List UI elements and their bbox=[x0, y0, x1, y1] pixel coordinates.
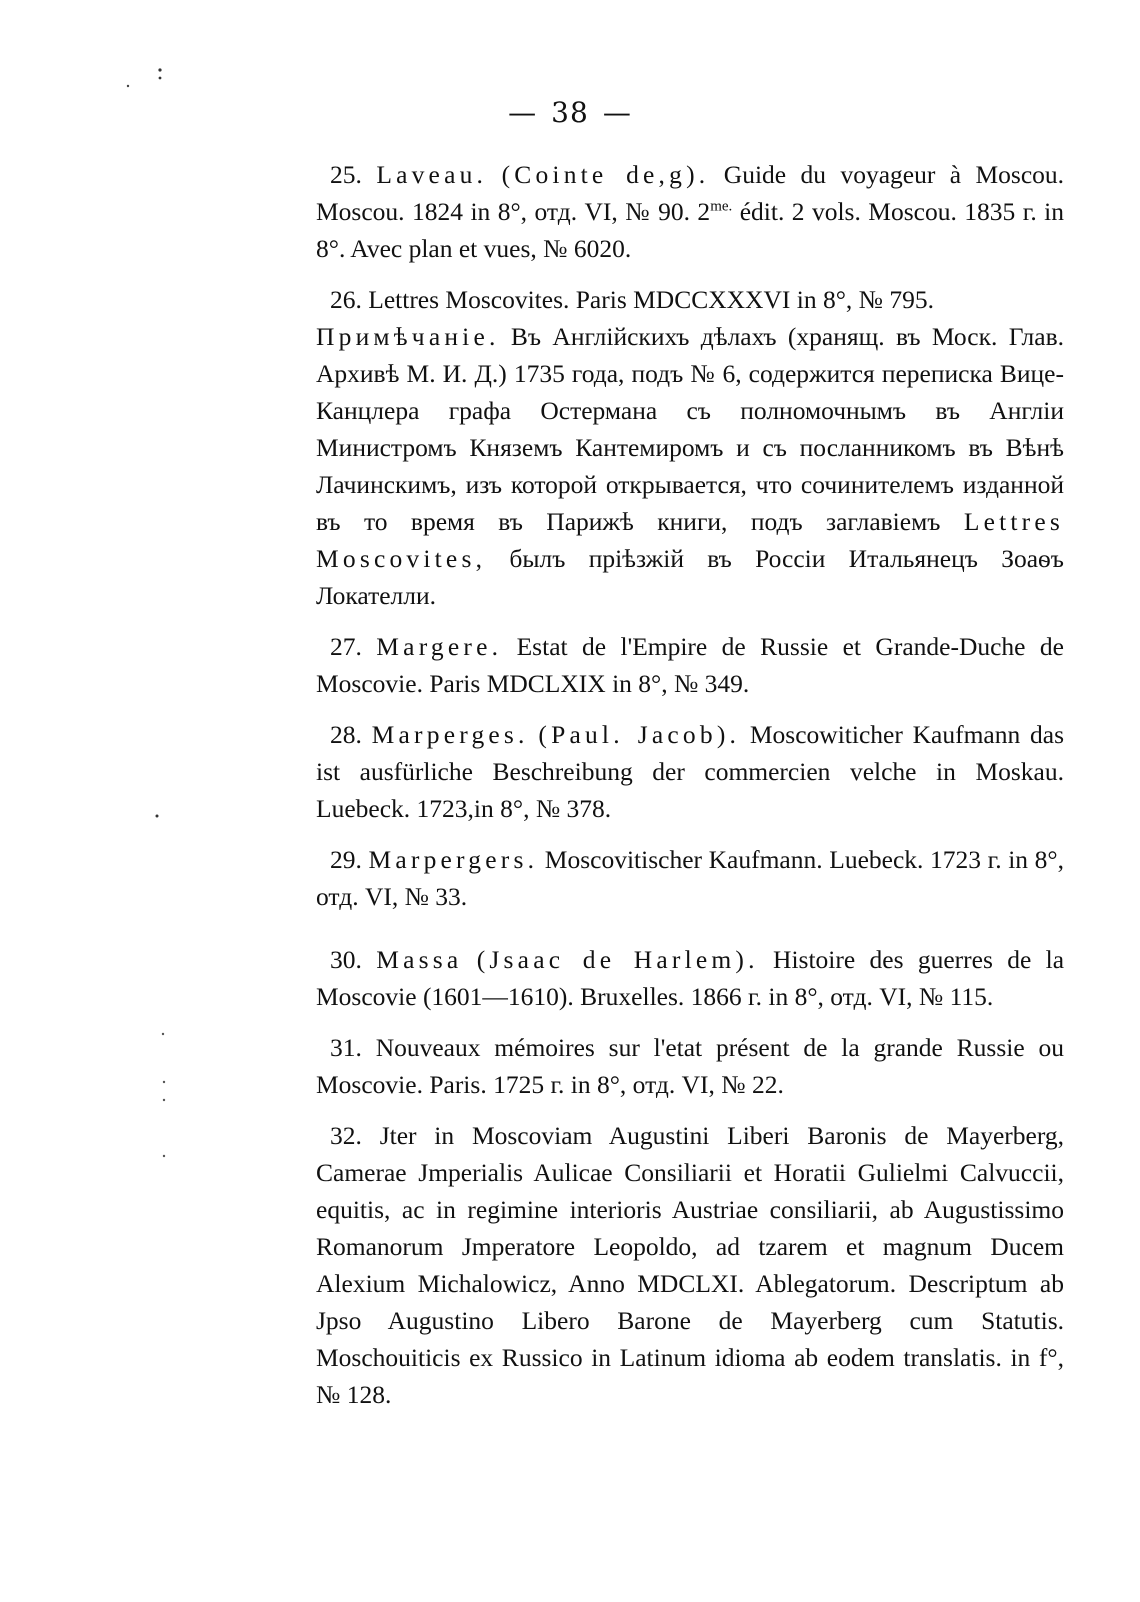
speck bbox=[156, 815, 159, 818]
bibliography-entry-32 bbox=[316, 1117, 1064, 1413]
speck bbox=[162, 1033, 164, 1035]
speck bbox=[163, 1155, 165, 1157]
bibliography-entry-27 bbox=[316, 628, 1064, 702]
entry-text: Lettres Moscovites. Paris MDCCXXXVI in 8°, № 795. bbox=[368, 285, 934, 314]
bibliography-entry-29 bbox=[316, 841, 1064, 915]
entry-superscript: me. bbox=[710, 198, 733, 215]
entry-author: Massa bbox=[376, 945, 463, 974]
entry-text: Estat de l'Empire de Russie et Grande-Duche de Moscovie. Paris MDCLXIX in 8°, № 349. bbox=[316, 632, 1064, 698]
page-number-dash: — bbox=[508, 96, 538, 129]
entry-author: Marpergers. bbox=[368, 845, 539, 874]
entry-author: Margere. bbox=[376, 632, 503, 661]
note-title: Lettres Moscovites, bbox=[316, 507, 1065, 573]
page-number-dash: — bbox=[602, 96, 632, 129]
entry-text: Moscovitischer Kaufmann. Luebeck. 1723 г. in 8°, отд. VI, № 33. bbox=[316, 845, 1065, 911]
bibliography-list bbox=[316, 156, 1064, 1427]
entry-number: 25. bbox=[330, 160, 362, 189]
bibliography-entry-28 bbox=[316, 716, 1064, 827]
entry-text-continued: édit. 2 vols. Moscou. 1835 г. in 8°. Avec plan et vues, № 6020. bbox=[316, 197, 1064, 263]
entry-text: Histoire des guerres de la Moscovie (1601—1610). Bruxelles. 1866 г. in 8°, отд. VI, № 115. bbox=[316, 945, 1065, 1011]
entry-text: Guide du voyageur à Moscou. Moscou. 1824 in 8°, отд. VI, № 90. 2 bbox=[316, 160, 1065, 226]
bibliography-entry-30 bbox=[316, 941, 1064, 1015]
speck bbox=[127, 85, 129, 87]
entry-number: 28. bbox=[330, 720, 362, 749]
bibliography-entry-31 bbox=[316, 1029, 1064, 1103]
entry-author: Laveau. bbox=[376, 160, 488, 189]
entry-number: 31. bbox=[330, 1033, 362, 1062]
entry-number: 26. bbox=[330, 285, 362, 314]
bibliography-entry-25 bbox=[316, 156, 1064, 267]
note-text: Въ Англійскихъ дѣлахъ (хранящ. въ Моск. Глав. Архивѣ М. И. Д.) 1735 года, подъ № 6, содержится переписка Вице-Канцлера графа Остермана съ полномочнымъ въ Англіи Министромъ Княземъ Кантемиромъ и съ посланникомъ въ Вѣнѣ Лачинскимъ, изъ которой открывается, что сочинителемъ изданной въ то время въ Парижѣ книги, подъ заглавіемъ bbox=[316, 322, 1064, 536]
entry-author-note: (Paul. Jacob). bbox=[538, 720, 741, 749]
entry-author-note: (Cointe de,g). bbox=[501, 160, 710, 189]
entry-author-note: (Jsaac de Harlem). bbox=[476, 945, 759, 974]
entry-text: Nouveaux mémoires sur l'etat présent de la grande Russie ou Moscovie. Paris. 1725 г. in 8°, отд. VI, № 22. bbox=[316, 1033, 1064, 1099]
entry-text: Moscowiticher Kaufmann das ist ausfürliche Beschreibung der commercien velche in Moskau. Luebeck. 1723,in 8°, № 378. bbox=[316, 720, 1065, 823]
page-number bbox=[0, 96, 1140, 129]
note-label: Примѣчаніе. bbox=[316, 322, 500, 351]
entry-number: 29. bbox=[330, 845, 362, 874]
bibliography-entry-26 bbox=[316, 281, 1064, 614]
entry-number: 32. bbox=[330, 1121, 362, 1150]
note-text-continued: былъ пріѣзжій въ Россіи Итальянецъ Зоаѳъ Локателли. bbox=[316, 544, 1064, 610]
entry-number: 27. bbox=[330, 632, 362, 661]
speck bbox=[158, 68, 161, 71]
entry-number: 30. bbox=[330, 945, 362, 974]
page-number-value: 38 bbox=[551, 96, 589, 129]
entry-author: Marperges. bbox=[371, 720, 529, 749]
speck bbox=[163, 1099, 165, 1101]
speck bbox=[163, 1081, 165, 1083]
speck bbox=[159, 77, 162, 80]
entry-text: Jter in Moscoviam Augustini Liberi Baronis de Mayerberg, Camerae Jmperialis Aulicae Consiliarii et Horatii Gulielmi Calvuccii, equitis, ac in regimine interioris Austriae consiliarii, ab Augustissimo Romanorum Jmperatore Leopoldo, ad tzarem et magnum Ducem Alexium Michalowicz, Anno MDCLXI. Ablegatorum. Descriptum ab Jpso Augustino Libero Barone de Mayerberg cum Statutis. Moschouiticis ex Russico in Latinum idioma ab eodem translatis. in f°, № 128. bbox=[316, 1121, 1065, 1409]
